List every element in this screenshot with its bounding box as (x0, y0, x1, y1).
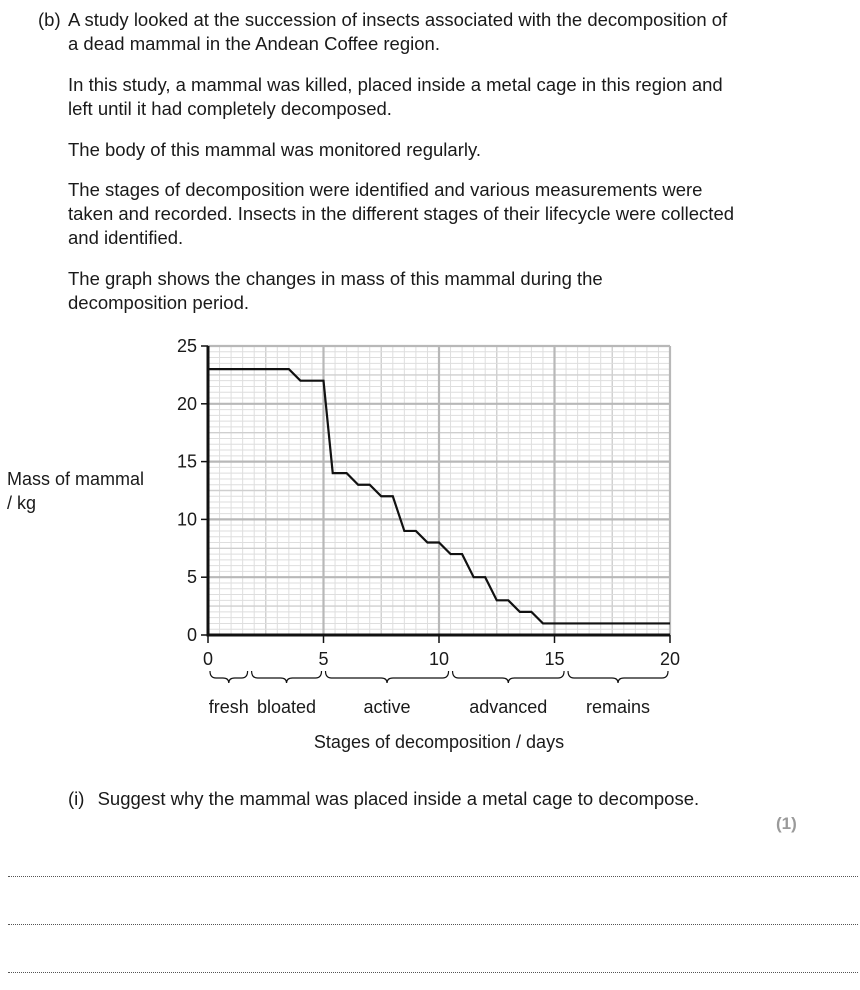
x-tick-label: 20 (659, 649, 681, 669)
x-tick-label: 10 (428, 649, 450, 669)
stage-brace-advanced (453, 671, 565, 683)
stage-brace-active (326, 671, 449, 683)
stage-brace-bloated (252, 671, 322, 683)
intro-line-1: A study looked at the succession of insects associated with the decomposition of (68, 9, 728, 30)
y-tick-label: 15 (176, 451, 197, 472)
stage-brace-fresh (210, 671, 248, 683)
answer-line-2[interactable] (8, 924, 858, 925)
y-tick-label: 10 (176, 509, 197, 530)
x-axis-label: Stages of decomposition / days (313, 732, 565, 752)
y-axis-label-line-1: Mass of mammal (7, 469, 145, 489)
y-tick-label: 20 (176, 393, 197, 414)
sub-question-label: (i) (68, 788, 85, 809)
para5-line-1: The graph shows the changes in mass of this mammal during the (68, 268, 603, 289)
marks-badge: (1) (776, 814, 797, 833)
y-tick-label: 25 (176, 336, 197, 356)
para4-line-1: The stages of decomposition were identified and various measurements were (68, 179, 703, 200)
y-tick-label: 0 (186, 625, 197, 645)
stage-label-active: active (363, 697, 411, 717)
stage-label-advanced: advanced (469, 697, 548, 717)
stage-brace-remains (568, 671, 668, 683)
x-tick-label: 0 (202, 649, 214, 669)
para4-line-2: taken and recorded. Insects in the different stages of their lifecycle were collected (68, 203, 735, 224)
intro-line-2: a dead mammal in the Andean Coffee region. (68, 33, 440, 54)
sub-question (68, 788, 699, 810)
part-label: (b) (38, 9, 61, 30)
para3: The body of this mammal was monitored regularly. (68, 139, 481, 160)
answer-line-1[interactable] (8, 876, 858, 877)
answer-line-3[interactable] (8, 972, 858, 973)
para4-line-3: and identified. (68, 227, 184, 248)
stage-label-remains: remains (586, 697, 651, 717)
para2-line-2: left until it had completely decomposed. (68, 98, 392, 119)
x-tick-label: 5 (318, 649, 329, 669)
para2-line-1: In this study, a mammal was killed, placed inside a metal cage in this region and (68, 74, 723, 95)
sub-question-text: Suggest why the mammal was placed inside a metal cage to decompose. (97, 788, 700, 809)
y-tick-label: 5 (186, 567, 197, 588)
stages (209, 671, 668, 717)
stage-label-bloated: bloated (257, 697, 317, 717)
stage-label-fresh: fresh (208, 697, 249, 717)
para5-line-2: decomposition period. (68, 292, 249, 313)
x-tick-label: 15 (544, 649, 565, 669)
mass-chart (0, 330, 860, 760)
y-axis-label-line-2: / kg (7, 493, 37, 513)
